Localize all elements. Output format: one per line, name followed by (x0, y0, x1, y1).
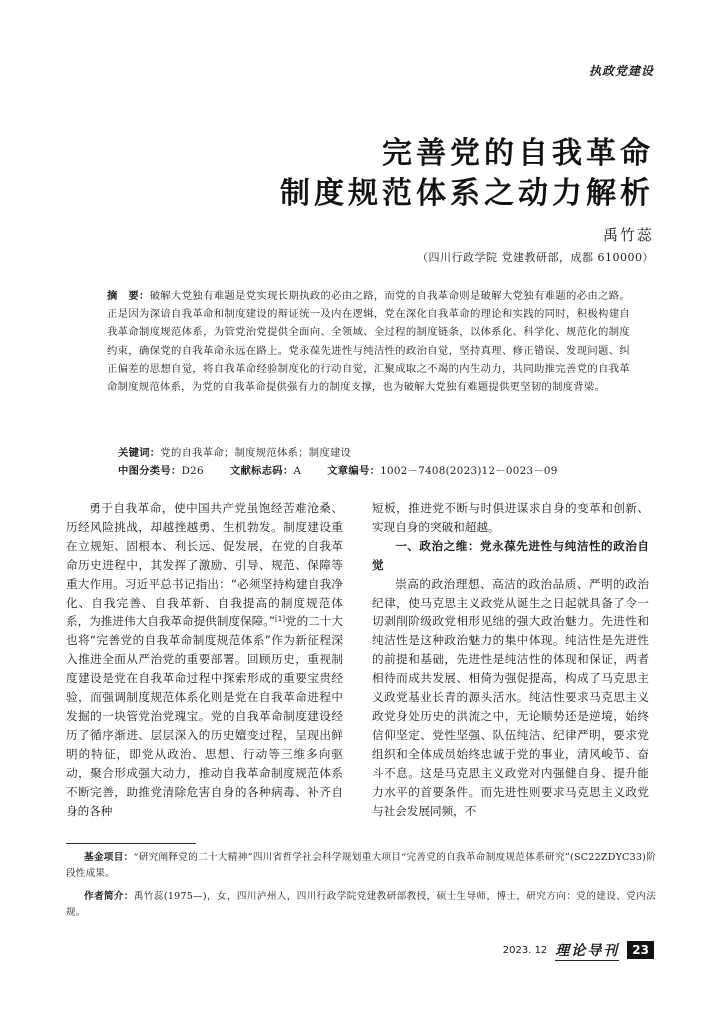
section-heading-1: 一、政治之维：党永葆先进性与纯洁性的政治自觉 (372, 538, 649, 572)
journal-name: 理论导刊 (555, 940, 619, 961)
footnote-fund (66, 850, 656, 881)
body-paragraph (66, 499, 343, 820)
body-column-right (372, 499, 649, 820)
citation-ref[interactable]: [1] (275, 615, 285, 624)
body-paragraph: 崇高的政治理想、高洁的政治品质、严明的政治纪律，使马克思主义政党从诞生之日起就具备了令一切剥削阶级政党相形见绌的强大政治魅力。先进性和纯洁性是这种政治魅力的集中体现。纯洁性是先进性的前提和基础，先进性是纯洁性的体现和保证，两者相待而成共发展、相倚为强促提高，构成了马克思主义政党基业长青的源头活水。纯洁性要求马克思主义政党身处历史的洪流之中，无论顺势还是逆境，始终信仰坚定、党性坚强、队伍纯洁、纪律严明，要求党组织和全体成员始终忠诚于党的事业，清风峻节、奋斗不息。这是马克思主义政党对内强健自身、提升能力水平的首要条件。而先进性则要求马克思主义政党与社会发展同频，不 (372, 576, 649, 818)
body-text: 勇于自我革命，使中国共产党虽饱经苦难沧桑、历经风险挑战，却越挫越勇、生机勃发。制度建设重在立规矩、固根本、利长远、促发展，在党的自我革命历史进程中，其发挥了激励、引导、规范、保障等重大作用。习近平总书记指出：“必须坚持构建自我净化、自我完善、自我革新、自我提高的制度规范体系，为推进伟大自我革命提供制度保障。” (66, 501, 343, 629)
article-number-label: 文章编号： (327, 465, 381, 477)
author-bio-text: 禹竹蕊(1975—)，女，四川泸州人，四川行政学院党建教研部教授，硕士生导师，博士，研究方向：党的建设、党内法规。 (66, 891, 657, 918)
body-text: 党的二十大也将“完善党的自我革命制度规范体系”作为新征程深入推进全面从严治党的重要部署。回顾历史，重视制度建设是党在自我革命过程中探索形成的重要宝贵经验，而强调制度规范体系化则是党在自我革命进程中发掘的一块管党治党瑰宝。党的自我革命制度建设经历了循序渐进、层层深入的历史嬗变过程，呈现出鲜明的特征，即党从政治、思想、行动等三维多向驱动，聚合形成强大动力，推动自我革命制度规范体系不断完善，助推党清除危害自身的各种病毒、补齐自身的各种 (66, 614, 343, 818)
abstract-label: 摘 要： (107, 290, 150, 302)
page-number: 23 (627, 941, 654, 959)
clc-label: 中图分类号： (118, 465, 182, 477)
article-title-line-2: 制度规范体系之动力解析 (280, 176, 654, 211)
keywords-text: 党的自我革命；制度规范体系；制度建设 (160, 447, 352, 459)
author-name: 禹竹蕊 (602, 226, 654, 244)
footnote-author (66, 889, 656, 920)
footnote-divider (66, 843, 196, 844)
abstract-text: 破解大党独有难题是党实现长期执政的必由之路，而党的自我革命则是破解大党独有难题的必由之路。正是因为深谙自我革命和制度建设的辩证统一及内在逻辑，党在深化自我革命的理论和实践的同时，积极构建自我革命制度规范体系，为管党治党提供全面向、全领域、全过程的制度链条，以体系化、科学化、规范化的制度约束，确保党的自我革命永远在路上。党永葆先进性与纯洁性的政治自觉，坚持真理、修正错误、发现问题、纠正偏差的思想自觉，将自我革命经验制度化的行动自觉，汇聚成取之不竭的内生动力，共同助推完善党的自我革命制度规范体系，为党的自我革命提供强有力的制度支撑，也为破解大党独有难题提供更坚韧的制度背梁。 (107, 290, 630, 394)
classification-line (118, 462, 558, 477)
fund-text: “研究阐释党的二十大精神”四川省哲学社会科学规划重大项目“完善党的自我革命制度规范体系研究”(SC22ZDYC33)阶段性成果。 (66, 852, 656, 879)
author-affiliation: （四川行政学院 党建教研部，成都 610000） (417, 251, 654, 264)
article-number-value: 1002－7408(2023)12－0023－09 (380, 465, 558, 477)
clc-value: D26 (181, 465, 204, 477)
author-bio-label: 作者简介： (84, 891, 134, 902)
keywords (118, 444, 351, 459)
keywords-label: 关键词： (118, 447, 161, 459)
body-paragraph: 短板，推进党不断与时俱进谋求自身的变革和创新、实现自身的突破和超越。 (372, 501, 649, 534)
abstract (107, 287, 630, 396)
doc-code-value: A (293, 465, 302, 477)
issue-date: 2023. 12 (502, 944, 548, 956)
article-title-line-1: 完善党的自我革命 (382, 136, 654, 171)
doc-code-label: 文献标志码： (229, 465, 294, 477)
page-footer (503, 940, 654, 960)
body-column-left (66, 499, 343, 820)
fund-label: 基金项目： (84, 852, 134, 863)
section-label: 执政党建设 (588, 64, 654, 78)
